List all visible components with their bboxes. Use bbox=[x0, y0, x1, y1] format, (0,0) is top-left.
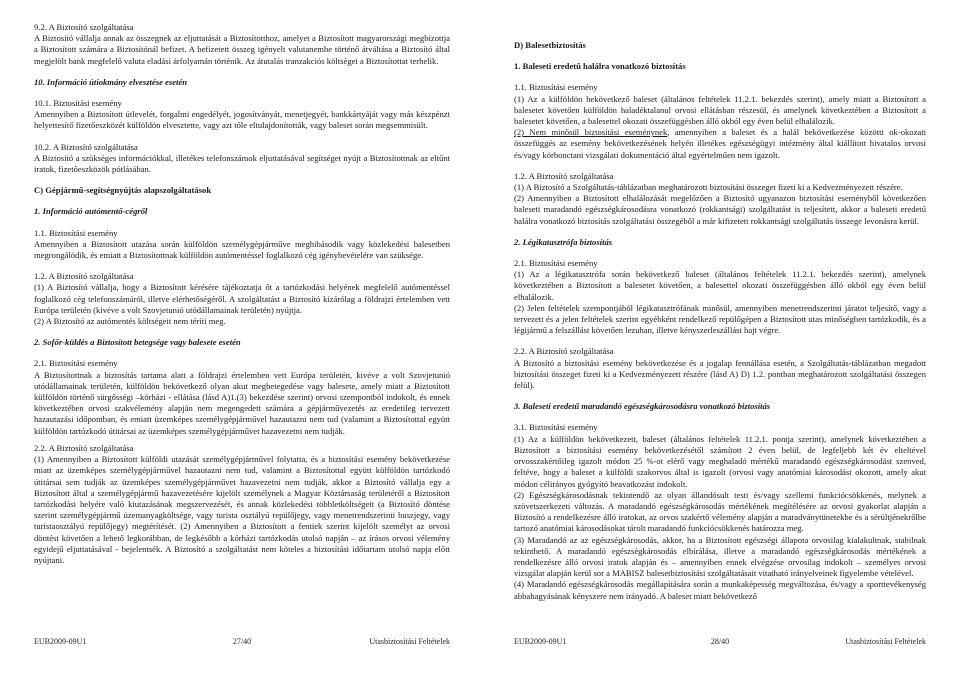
paragraph: (2) Egészségkárosodásnak tekintendő az olyan állandósult testi és/vagy szellemi funkciócsökkenés, melynek a szövetszerkezeti változás. A maradandó egészségkárosodás mértékének megítélésére az orvosi gyakorlat alapján a Biztosító a rendelkezésre álló iratokat, az orvos szakértő vélemény alapján a maradványtünetekbe és a sérültjénekrőlbe tartozó anatómiai károsodásokat tárolt maradandó funkciócsökkenés határozza meg. bbox=[514, 489, 926, 534]
footer-doc-code: EUB2009-09U1 bbox=[514, 637, 567, 646]
section-heading: 1. Baleseti eredetű halálra vonatkozó biztosítás bbox=[514, 61, 686, 72]
right-column bbox=[514, 40, 926, 602]
paragraph: Amennyiben a Biztosított útlevelét, forgalmi engedélyét, jogosítványát, menetjegyét, bankkártyáját vagy más készpénzt helyettesítő fizetőeszközét külföldön elvesztette, vagy azt tőle eltulajdonították, vagy baleset során megsemmisült. bbox=[34, 109, 450, 131]
page-28 bbox=[480, 0, 960, 674]
subsection-heading: 2.1. Biztosítási esemény bbox=[514, 258, 598, 269]
paragraph: (1) A Biztosító a Szolgáltatás-táblázatban meghatározott biztosítási összeget fizeti ki a Kedvezményezett részére. bbox=[514, 182, 903, 193]
paragraph bbox=[514, 127, 926, 161]
paragraph: (2) Jelen feltételek szempontjából légikatasztrófának minősül, amennyiben menetrendszerinti járatot teljesítő, vagy a tervezett és a jelen feltételek szerint egyébként rendelkező repülőgépen a Biztosított utas minőségben tartózkodik, és a légijármű a felszállást követően lezuhan, illetve kényszerleszállást hajt végre. bbox=[514, 302, 926, 336]
footer-page-number: 28/40 bbox=[710, 637, 730, 646]
subsection-heading: 2.2. A Biztosító szolgáltatása bbox=[514, 346, 614, 357]
section-heading: 2. Légikatasztrófa biztosítás bbox=[514, 236, 613, 247]
paragraph: A Biztosítottnak a biztosítás tartama alatt a földrajzi értelemben vett Európa területén, kivéve a volt Szovjetunió utódállamainak területén, külföldön bekövetkező olyan akut megbetegedése vagy balesete, amely miatt a Biztosított külföldön történő sürgősségi –kórházi - ellátása (lásd A)1.(3) bekezdése szerint) orvosi szempontból indokolt, és ennek következtében orvosi szakvélemény alapján nem megengedett számára a gépjárművezetés az eredetileg tervezett hazautazási időpontban, és emiatt üzemképes személygépjárművel hazautazni nem tud (valamint a Biztosítottal együtt külföldön tartózkodó útitársai az üzemképes személygépjárművet hazavezetni nem tudják. bbox=[34, 369, 450, 436]
subsection-heading: 2.2. A Biztosító szolgáltatása bbox=[34, 442, 134, 453]
paragraph: (1) Az a külföldön bekövetkező baleset (általános feltételek 11.2.1. bekezdés szerint), amely miatt a Biztosított a balesetet követően külföldön haladéktalanul orvosi ellátásban részesül, és amelynek következtében a Biztosított a balesetet követően, a balesettel okozati összefüggésben álló okból egy éven belül elhalálozik. bbox=[514, 93, 926, 127]
paragraph: A Biztosító vállalja annak az összegnek az eljuttatását a Biztosítotthoz, amelyet a Biztosított magyarországi megbízottja a Biztosított számára a Biztosítónál befizet. A befizetett összeg igényelt valutanembe történő átváltása a Biztosító által megjelölt bank megfelelő valuta eladási árfolyamán történik. Az átutalás tranzakciós költségei a Biztosítottat terhelik. bbox=[34, 33, 450, 66]
subsection-heading: 10.1. Biztosítási esemény bbox=[34, 98, 122, 109]
paragraph: A Biztosító a szükséges információkkal, illetékes telefonszámok eljuttatásával segítséget nyújt a Biztosítottnak az eltűnt iratok, fizetőeszközök pótlásában. bbox=[34, 152, 450, 175]
subsection-heading: 1.1. Biztosítási esemény bbox=[34, 227, 118, 238]
subsection-heading: 1.2. A Biztosító szolgáltatása bbox=[34, 271, 134, 282]
paragraph: (1) Az a külföldön bekövetkezett, baleset (általános feltételek 11.2.1. pontja szerint), amelynek következtében a Biztosított a biztosítási esemény bekövetkezésétől számított 2 éven belül, de legfeljebb két év elteltével orvosszakértőileg igazolt módon 25 %-ot elérő vagy meghaladó mértékű maradandó egészségkárosodást szenved, feltéve, hogy a baleset a külföldi szakorvos által is igazolt (orvosi vagy anatómiai károsodást okozott, amely akut módon célirányos gyógyító beavatkozást indokolt. bbox=[514, 433, 926, 489]
section-heading: 3. Baleseti eredetű maradandó egészségkárosodásra vonatkozó biztosítás bbox=[514, 401, 771, 412]
section-heading: 9.2. A Biztosító szolgáltatása bbox=[34, 22, 134, 32]
paragraph: (2) A Biztosító az autómentés költségeit nem téríti meg. bbox=[34, 316, 226, 327]
chapter-heading: C) Gépjármű-segítségnyújtás alapszolgáltatások bbox=[34, 185, 212, 196]
subsection-heading: 1.2. A Biztosító szolgáltatása bbox=[514, 170, 614, 181]
footer-doc-title: Utasbiztosítási Feltételek bbox=[845, 637, 926, 646]
footer-doc-code: EUB2009-09U1 bbox=[34, 637, 87, 646]
subsection-heading: 3.1. Biztosítási esemény bbox=[514, 422, 598, 433]
paragraph: (2) Amennyiben a Biztosított elhalálozását megelőzően a Biztosító ugyanazon biztosítási eseményből következően baleseti maradandó egészségkárosodásra vonatkozó (rokkantsági) szolgáltatást is teljesített, akkor a baleseti eredetű halálra vonatkozó biztosítás szolgáltatási összegéből a már kifizetett rokkantsági szolgáltatás összege levonásra kerül. bbox=[514, 193, 926, 226]
underlined-phrase: (2) Nem minősül biztosítási eseménynek bbox=[514, 127, 668, 138]
paragraph: (4) Maradandó egészségkárosodás megállapítására során a munkaképesség megváltozása, és/vagy a sporttevékenység abbahagyásának kényszere nem irányadó. A baleset miatt bekövetkező bbox=[514, 579, 926, 601]
section-heading: 10. Információ útiokmány elvesztése esetén bbox=[34, 76, 188, 87]
left-column bbox=[34, 22, 450, 566]
paragraph: A Biztosító a biztosítási esemény bekövetkezése és a jogalap fennállása esetén, a Szolgáltatás-táblázatban megadott biztosítási összeget fizeti ki a Kedvezményezett részére (lásd A) D) 1.2. pontban meghatározott szolgáltatási összegen felül). bbox=[514, 357, 926, 391]
paragraph: (3) Maradandó az az egészségkárosodás, akkor, ha a Biztosított egészségi állapota orvosilag kialakultnak, stabilnak tekinthető. A maradandó egészségkárosodás elbírálása, illetve a maradandó egészségkárosodás mértékének a rendelkezésre álló orvosi iratok alapján és – amennyiben ennek elvégzése orvosilag indokolt – személyes orvosi vizsgálat alapján kerül sor a MABISZ balesetbiztosítási szolgáltatásait vitatható irányelveinek figyelembe vételével. bbox=[514, 534, 926, 579]
paragraph: (1) A Biztosító vállalja, hogy a Biztosított kérésére tájékoztatja őt a tartózkodási helyének megfelelő autómentéssel foglalkozó cég telefonszámáról, illetve elérhetőségéről. A szolgáltatást a Biztosító kizárólag a földrajzi értelemben vett Európa területén (kivéve a volt Szovjetunió utódállamainak területén) nyújtja. bbox=[34, 282, 450, 315]
subsection-heading: 1.1. Biztosítási esemény bbox=[514, 82, 598, 93]
section-heading: 1. Információ autómentő-cégről bbox=[34, 206, 148, 217]
paragraph: (1) Amennyiben a Biztosított külföldi utazását személygépjárművel folytatta, és a biztosítási esemény bekövetkezése miatt az üzemképes személygépjárművel hazautazni nem tud, valamint a Biztosítottal együtt külföldön tartózkodó útitársai sem tudják az üzemképes személygépjárművet hazavezetni nem tudják, akkor a Biztosító vállalja egy a Biztosított által a személygépjármű hazavezetésére kijelölt személynek a Magyar Köztársaság területéről a Biztosított tartózkodási helyére való kiutazásának megszervezését, és annak közlekedési többletköltségeit (a Biztosító döntése szerint személygépjármű üzemanyagköltsége, vagy turista osztályú repülőjegy, vagy menetrendszerinti buszjegy, vagy turistaosztályú repülőjegy) megtérítését. (2) Amennyiben a Biztosított a fentiek szerint kijelölt személyt az orvosi döntést követően a lehető legkorábban, de legkésőbb a kórházi tartózkodás utolsó napján – az írásos orvosi vélemény egyidejű eljuttatásával - bejelentsék. A Biztosító a szolgáltatást nem köteles a biztosítási időtartam utolsó napja előtt nyújtani. bbox=[34, 454, 450, 565]
paragraph: (1) Az a légikatasztrófa során bekövetkező baleset (általános feltételek 11.2.1. bekezdés szerint), amelynek következtében a Biztosított a balesetet követően, a balesettel okozati összefüggésben álló okból egy éven belül elhalálozik. bbox=[514, 269, 926, 302]
subsection-heading: 2.1. Biztosítási esemény bbox=[34, 358, 118, 369]
section-heading: 2. Sofőr-küldés a Biztosított betegsége vagy balesete esetén bbox=[34, 337, 241, 348]
paragraph: Amennyiben a Biztosított utazása során külföldön személygépjárműve meghibásodik vagy közlekedési balesetben megrongálódik, és emiatt a Biztosítottnak külföldön autómentéssel foglalkozó cég igénybevételére van szüksége. bbox=[34, 238, 450, 261]
chapter-heading: D) Balesetbiztosítás bbox=[514, 40, 586, 50]
subsection-heading: 10.2. A Biztosító szolgáltatása bbox=[34, 141, 138, 152]
footer-doc-title: Utasbiztosítási Feltételek bbox=[369, 637, 450, 646]
paragraph-rest: , amennyiben a baleset és a halál bekövetkezése közötti ok-okozati összefüggés az esemény bekövetkezésének helyén illetékes egészségügyi intézmény által kiállított hivatalos orvosi és/vagy körbonctani vizsgálati dokumentáció által egyértelműen nem igazolt. bbox=[514, 127, 926, 160]
footer-page-number: 27/40 bbox=[232, 637, 252, 646]
